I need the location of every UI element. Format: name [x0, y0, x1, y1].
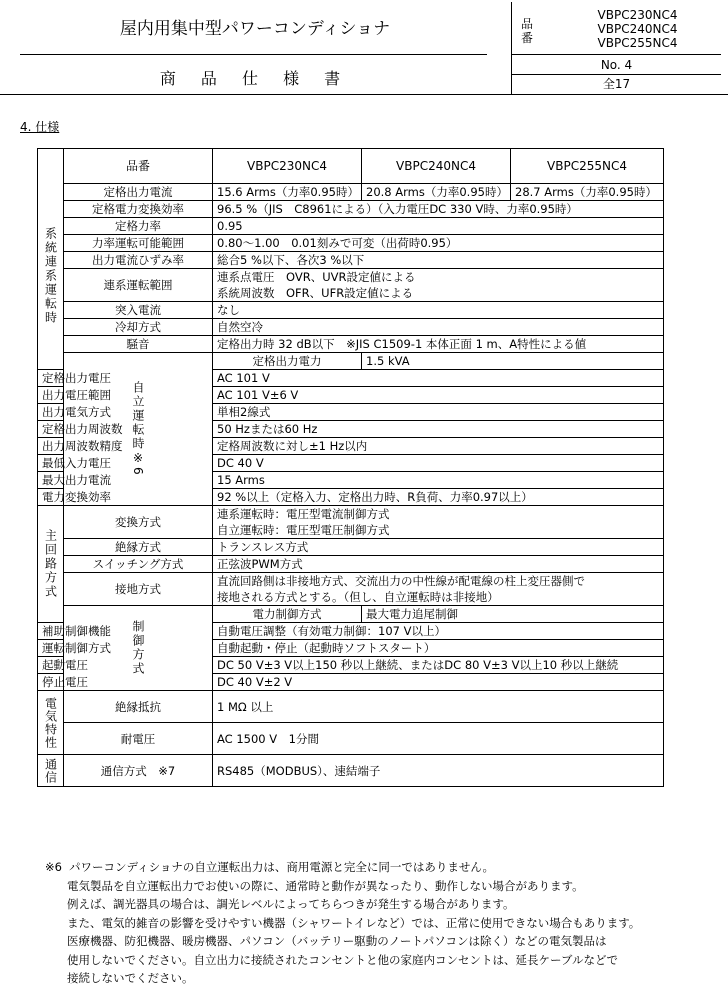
table-row: [38, 506, 664, 523]
label-distortion: 出力電流ひずみ率: [64, 252, 213, 269]
label-switching: スイッチング方式: [64, 556, 213, 573]
label-aux-control: 補助制御機能: [38, 623, 64, 640]
value-rated-current-3: 28.7 Arms（力率0.95時）: [511, 184, 664, 201]
table-row: [38, 691, 664, 723]
header-right-divider-1: [511, 54, 721, 55]
group-communication: 通信: [38, 755, 64, 787]
table-row: [38, 556, 664, 573]
label-conversion: 変換方式: [64, 506, 213, 539]
part-number-2: VBPC240NC4: [597, 22, 678, 36]
footnote-line-6: 使用しないでください。自立出力に接続されたコンセントと他の家庭内コンセントは、延長ケーブルなどで: [67, 952, 618, 967]
part-number-label-1: 品: [521, 17, 534, 31]
table-row: [38, 755, 664, 787]
label-efficiency: 定格電力変換効率: [64, 201, 213, 218]
label-pf-range: 力率運転可能範囲: [64, 235, 213, 252]
group-main-circuit: 主回路方式: [38, 506, 64, 623]
value-sa-vrange: AC 101 V±6 V: [213, 387, 664, 404]
footnote-line-1: パワーコンディショナの自立運転出力は、商用電源と完全に同一ではありません。: [69, 860, 495, 874]
label-stop-voltage: 停止電圧: [38, 674, 64, 691]
header-bottom-line: [0, 94, 728, 95]
page-number: No. 4: [600, 58, 633, 72]
label-grid-range: 連系運転範囲: [64, 269, 213, 302]
value-inrush: なし: [213, 302, 664, 319]
header-divider: [20, 54, 487, 55]
table-row: [38, 201, 664, 218]
value-switching: 正弦波PWM方式: [213, 556, 664, 573]
part-number-label-2: 番: [521, 31, 534, 45]
label-communication: 通信方式 ※7: [64, 755, 213, 787]
footnote-line-5: 医療機器、防犯機器、暖房機器、パソコン（バッテリー駆動のノートパソコンは除く）などの電気製品は: [67, 934, 607, 948]
label-grounding: 接地方式: [64, 573, 213, 606]
model-header-2: VBPC240NC4: [362, 149, 511, 184]
value-sa-freq: 50 Hzまたは60 Hz: [213, 421, 664, 438]
value-rated-current-1: 15.6 Arms（力率0.95時）: [213, 184, 362, 201]
model-header-1: VBPC230NC4: [213, 149, 362, 184]
label-cooling: 冷却方式: [64, 319, 213, 336]
label-sa-method: 出力電気方式: [38, 404, 64, 421]
table-row: [38, 302, 664, 319]
table-row: [38, 149, 664, 184]
label-insulation-resistance: 絶縁抵抗: [64, 691, 213, 723]
label-withstand-voltage: 耐電圧: [64, 723, 213, 755]
value-noise: 定格出力時 32 dB以下 ※JIS C1509-1 本体正面 1 m、A特性による値: [213, 336, 664, 353]
table-row: [38, 539, 664, 556]
label-sa-max-i: 最大出力電流: [38, 472, 64, 489]
value-conversion-1: 連系運転時：電圧型電流制御方式: [213, 506, 664, 523]
value-insulation-resistance: 1 MΩ 以上: [213, 691, 664, 723]
part-number-3: VBPC255NC4: [597, 36, 678, 50]
footnote-mark: ※6: [45, 860, 62, 874]
label-sa-freq-acc: 出力周波数精度: [38, 438, 64, 455]
value-stop-voltage: DC 40 V±2 V: [213, 674, 664, 691]
table-row: [38, 184, 664, 201]
value-sa-min-v: DC 40 V: [213, 455, 664, 472]
value-start-voltage: DC 50 V±3 V以上150 秒以上継続、またはDC 80 V±3 V以上10 秒以上継続: [213, 657, 664, 674]
label-sa-freq: 定格出力周波数: [38, 421, 64, 438]
value-insulation-method: トランスレス方式: [213, 539, 664, 556]
group-electrical: 電気特性: [38, 691, 64, 755]
value-grounding-1: 直流回路側は非接地方式、交流出力の中性線が配電線の柱上変圧器側で: [213, 573, 664, 590]
model-header-label: 品番: [64, 149, 213, 184]
value-aux-control: 自動電圧調整（有効電力制御：107 V以上）: [213, 623, 664, 640]
header-right-divider-2: [511, 74, 721, 75]
value-pf-range: 0.80～1.00 0.01刻みで可変（出荷時0.95）: [213, 235, 664, 252]
table-row: [38, 606, 664, 623]
value-grounding-2: 接地される方式とする。（但し、自立運転時は非接地）: [213, 589, 664, 606]
table-row: [38, 573, 664, 590]
group-standalone: 自立運転時※6: [64, 353, 213, 506]
value-operation-control: 自動起動・停止（起動時ソフトスタート）: [213, 640, 664, 657]
value-conversion-2: 自立運転時：電圧型電圧制御方式: [213, 522, 664, 539]
value-sa-max-i: 15 Arms: [213, 472, 664, 489]
label-sa-min-v: 最低入力電圧: [38, 455, 64, 472]
group-grid-connected: 系統連系運転時: [38, 184, 64, 370]
document-title: 屋内用集中型パワーコンディショナ: [119, 19, 391, 39]
footnote-line-2: 電気製品を自立運転出力でお使いの際に、通常時と動作が異なったり、動作しない場合があります。: [67, 878, 584, 893]
label-sa-eff: 電力変換効率: [38, 489, 64, 506]
spec-table: [37, 148, 664, 787]
value-cooling: 自然空冷: [213, 319, 664, 336]
value-grid-range-1: 連系点電圧 OVR、UVR設定値による: [213, 269, 664, 286]
value-sa-eff: 92 %以上（定格入力、定格出力時、R負荷、力率0.97以上）: [213, 489, 664, 506]
table-row: [38, 218, 664, 235]
label-power-control: 電力制御方式: [213, 606, 362, 623]
label-power-factor: 定格力率: [64, 218, 213, 235]
label-sa-vrange: 出力電圧範囲: [38, 387, 64, 404]
value-grid-range-2: 系統周波数 OFR、UFR設定値による: [213, 285, 664, 302]
document-subtitle: 商 品 仕 様 書: [159, 69, 351, 88]
part-number-1: VBPC230NC4: [597, 8, 678, 22]
label-insulation-method: 絶縁方式: [64, 539, 213, 556]
value-distortion: 総合5 %以下、各次3 %以下: [213, 252, 664, 269]
table-row: [38, 319, 664, 336]
value-power-factor: 0.95: [213, 218, 664, 235]
group-control: 制御方式: [64, 606, 213, 691]
footnote-line-7: 接続しないでください。: [67, 971, 194, 985]
label-noise: 騒音: [64, 336, 213, 353]
label-sa-voltage: 定格出力電圧: [38, 370, 64, 387]
value-sa-voltage: AC 101 V: [213, 370, 664, 387]
value-communication: RS485（MODBUS）、速結端子: [213, 755, 664, 787]
model-header-3: VBPC255NC4: [511, 149, 664, 184]
value-efficiency: 96.5 %（JIS C8961による）（入力電圧DC 330 V時、力率0.95時）: [213, 201, 664, 218]
footnote-line-4: また、電気的雑音の影響を受けやすい機器（シャワートイレなど）では、正常に使用できない場合もあります。: [67, 915, 641, 930]
value-sa-method: 単相2線式: [213, 404, 664, 421]
table-row: [38, 336, 664, 353]
page-total: 全17: [602, 77, 631, 91]
value-sa-freq-acc: 定格周波数に対し±1 Hz以内: [213, 438, 664, 455]
value-sa-power: 1.5 kVA: [362, 353, 664, 370]
label-sa-power: 定格出力電力: [213, 353, 362, 370]
value-rated-current-2: 20.8 Arms（力率0.95時）: [362, 184, 511, 201]
value-withstand-voltage: AC 1500 V 1分間: [213, 723, 664, 755]
table-row: [38, 235, 664, 252]
label-start-voltage: 起動電圧: [38, 657, 64, 674]
table-row: [38, 723, 664, 755]
table-row: [38, 269, 664, 286]
table-row: [38, 353, 664, 370]
label-inrush: 突入電流: [64, 302, 213, 319]
footnote-line-3: 例えば、調光器具の場合は、調光レベルによってちらつきが発生する場合があります。: [67, 897, 515, 911]
section-title: 4. 仕様: [20, 120, 60, 134]
label-rated-current: 定格出力電流: [64, 184, 213, 201]
value-power-control: 最大電力追尾制御: [362, 606, 664, 623]
table-row: [38, 252, 664, 269]
label-operation-control: 運転制御方式: [38, 640, 64, 657]
